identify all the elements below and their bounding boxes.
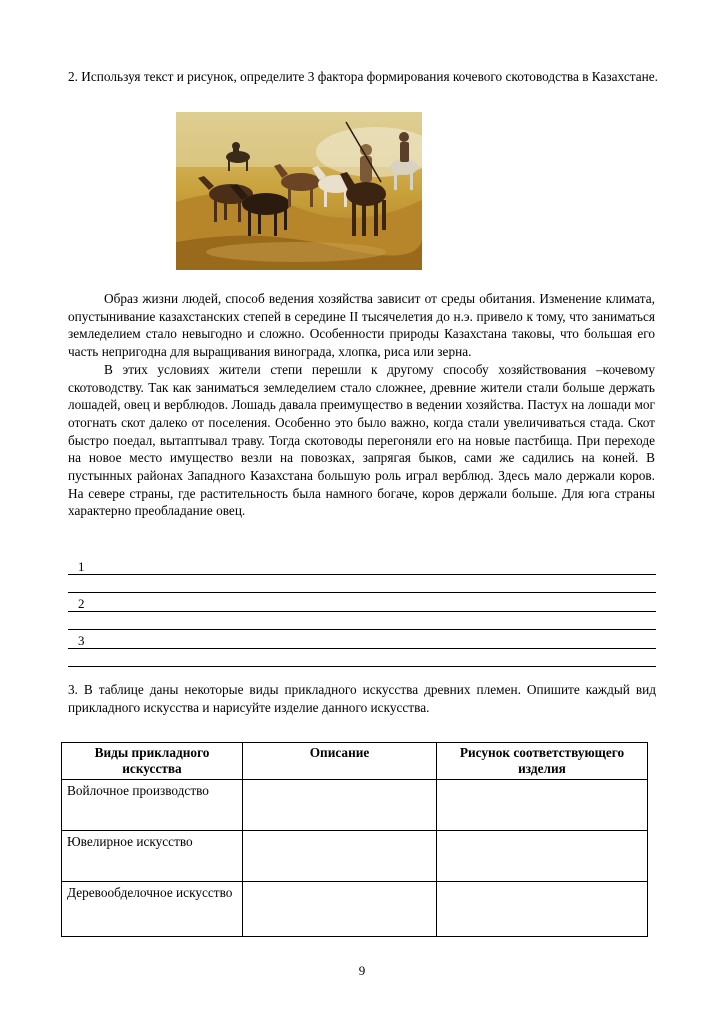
table-row (62, 780, 648, 831)
answer-line-number: 3 (78, 632, 85, 648)
table-row (62, 831, 648, 882)
answer-line-number: 1 (78, 558, 85, 574)
reading-text (68, 290, 655, 520)
answer-line-3b[interactable] (68, 649, 656, 668)
header-drawing: Рисунок соответствующего изделия (437, 743, 648, 780)
page-number: 9 (358, 963, 366, 978)
illustration (176, 112, 422, 270)
cell-art-type: Ювелирное искусство (62, 831, 243, 882)
cell-description[interactable] (243, 831, 437, 882)
answer-line-2[interactable] (68, 593, 656, 612)
answer-line-1[interactable] (68, 556, 656, 575)
cell-art-type: Деревообделочное искусство (62, 882, 243, 937)
applied-arts-table (61, 742, 648, 937)
cell-description[interactable] (243, 780, 437, 831)
cell-drawing[interactable] (437, 831, 648, 882)
answer-line-1b[interactable] (68, 575, 656, 594)
question-2-text: 2. Используя текст и рисунок, определите 3 фактора формирования кочевого скотоводства в Казахстане. (68, 69, 658, 84)
header-types: Виды прикладного искусства (62, 743, 243, 780)
cell-drawing[interactable] (437, 882, 648, 937)
table-row (62, 882, 648, 937)
paragraph-2: В этих условиях жители степи перешли к другому способу хозяйствования –кочевому скотоводству. Так как заниматься земледелием стало сложнее, древние жители стали больше держать лошадей, овец и верблюдов. Лошадь давала преимущество в ведении хозяйства. Пастух на лошади мог отогнать скот далеко от поселения. Особенно это было важно, когда стали увеличиваться стада. Скот быстро поедал, вытаптывал траву. Тогда скотоводы перегоняли его на новые пастбища. При переходе на новое место имущество везли на повозках, запрягая быков, сами же садились на коней. В пустынных районах Западного Казахстана большую роль играл верблюд. Здесь мало держали коров. На севере страны, где растительность была намного богаче, коров держали больше. Для юга страны характерно преобладание овец. (68, 361, 655, 519)
horsemen-painting-icon (176, 112, 422, 270)
question-3-text: 3. В таблице даны некоторые виды прикладного искусства древних племен. Опишите каждый вид прикладного искусства и нарисуйте изделие данного искусства. (68, 682, 656, 715)
answer-lines (68, 556, 656, 667)
cell-drawing[interactable] (437, 780, 648, 831)
answer-line-3[interactable] (68, 630, 656, 649)
cell-art-type: Войлочное производство (62, 780, 243, 831)
answer-line-2b[interactable] (68, 612, 656, 631)
table-header-row (62, 743, 648, 780)
cell-description[interactable] (243, 882, 437, 937)
paragraph-1: Образ жизни людей, способ ведения хозяйства зависит от среды обитания. Изменение климата, опустынивание казахстанских степей в середине II тысячелетия до н.э. привело к тому, что заниматься земледелием стало невыгодно и сложно. Особенности природы Казахстана таковы, что большая его часть непригодна для выращивания винограда, хлопка, риса или зерна. (68, 291, 655, 360)
header-description: Описание (243, 743, 437, 780)
answer-line-number: 2 (78, 595, 85, 611)
